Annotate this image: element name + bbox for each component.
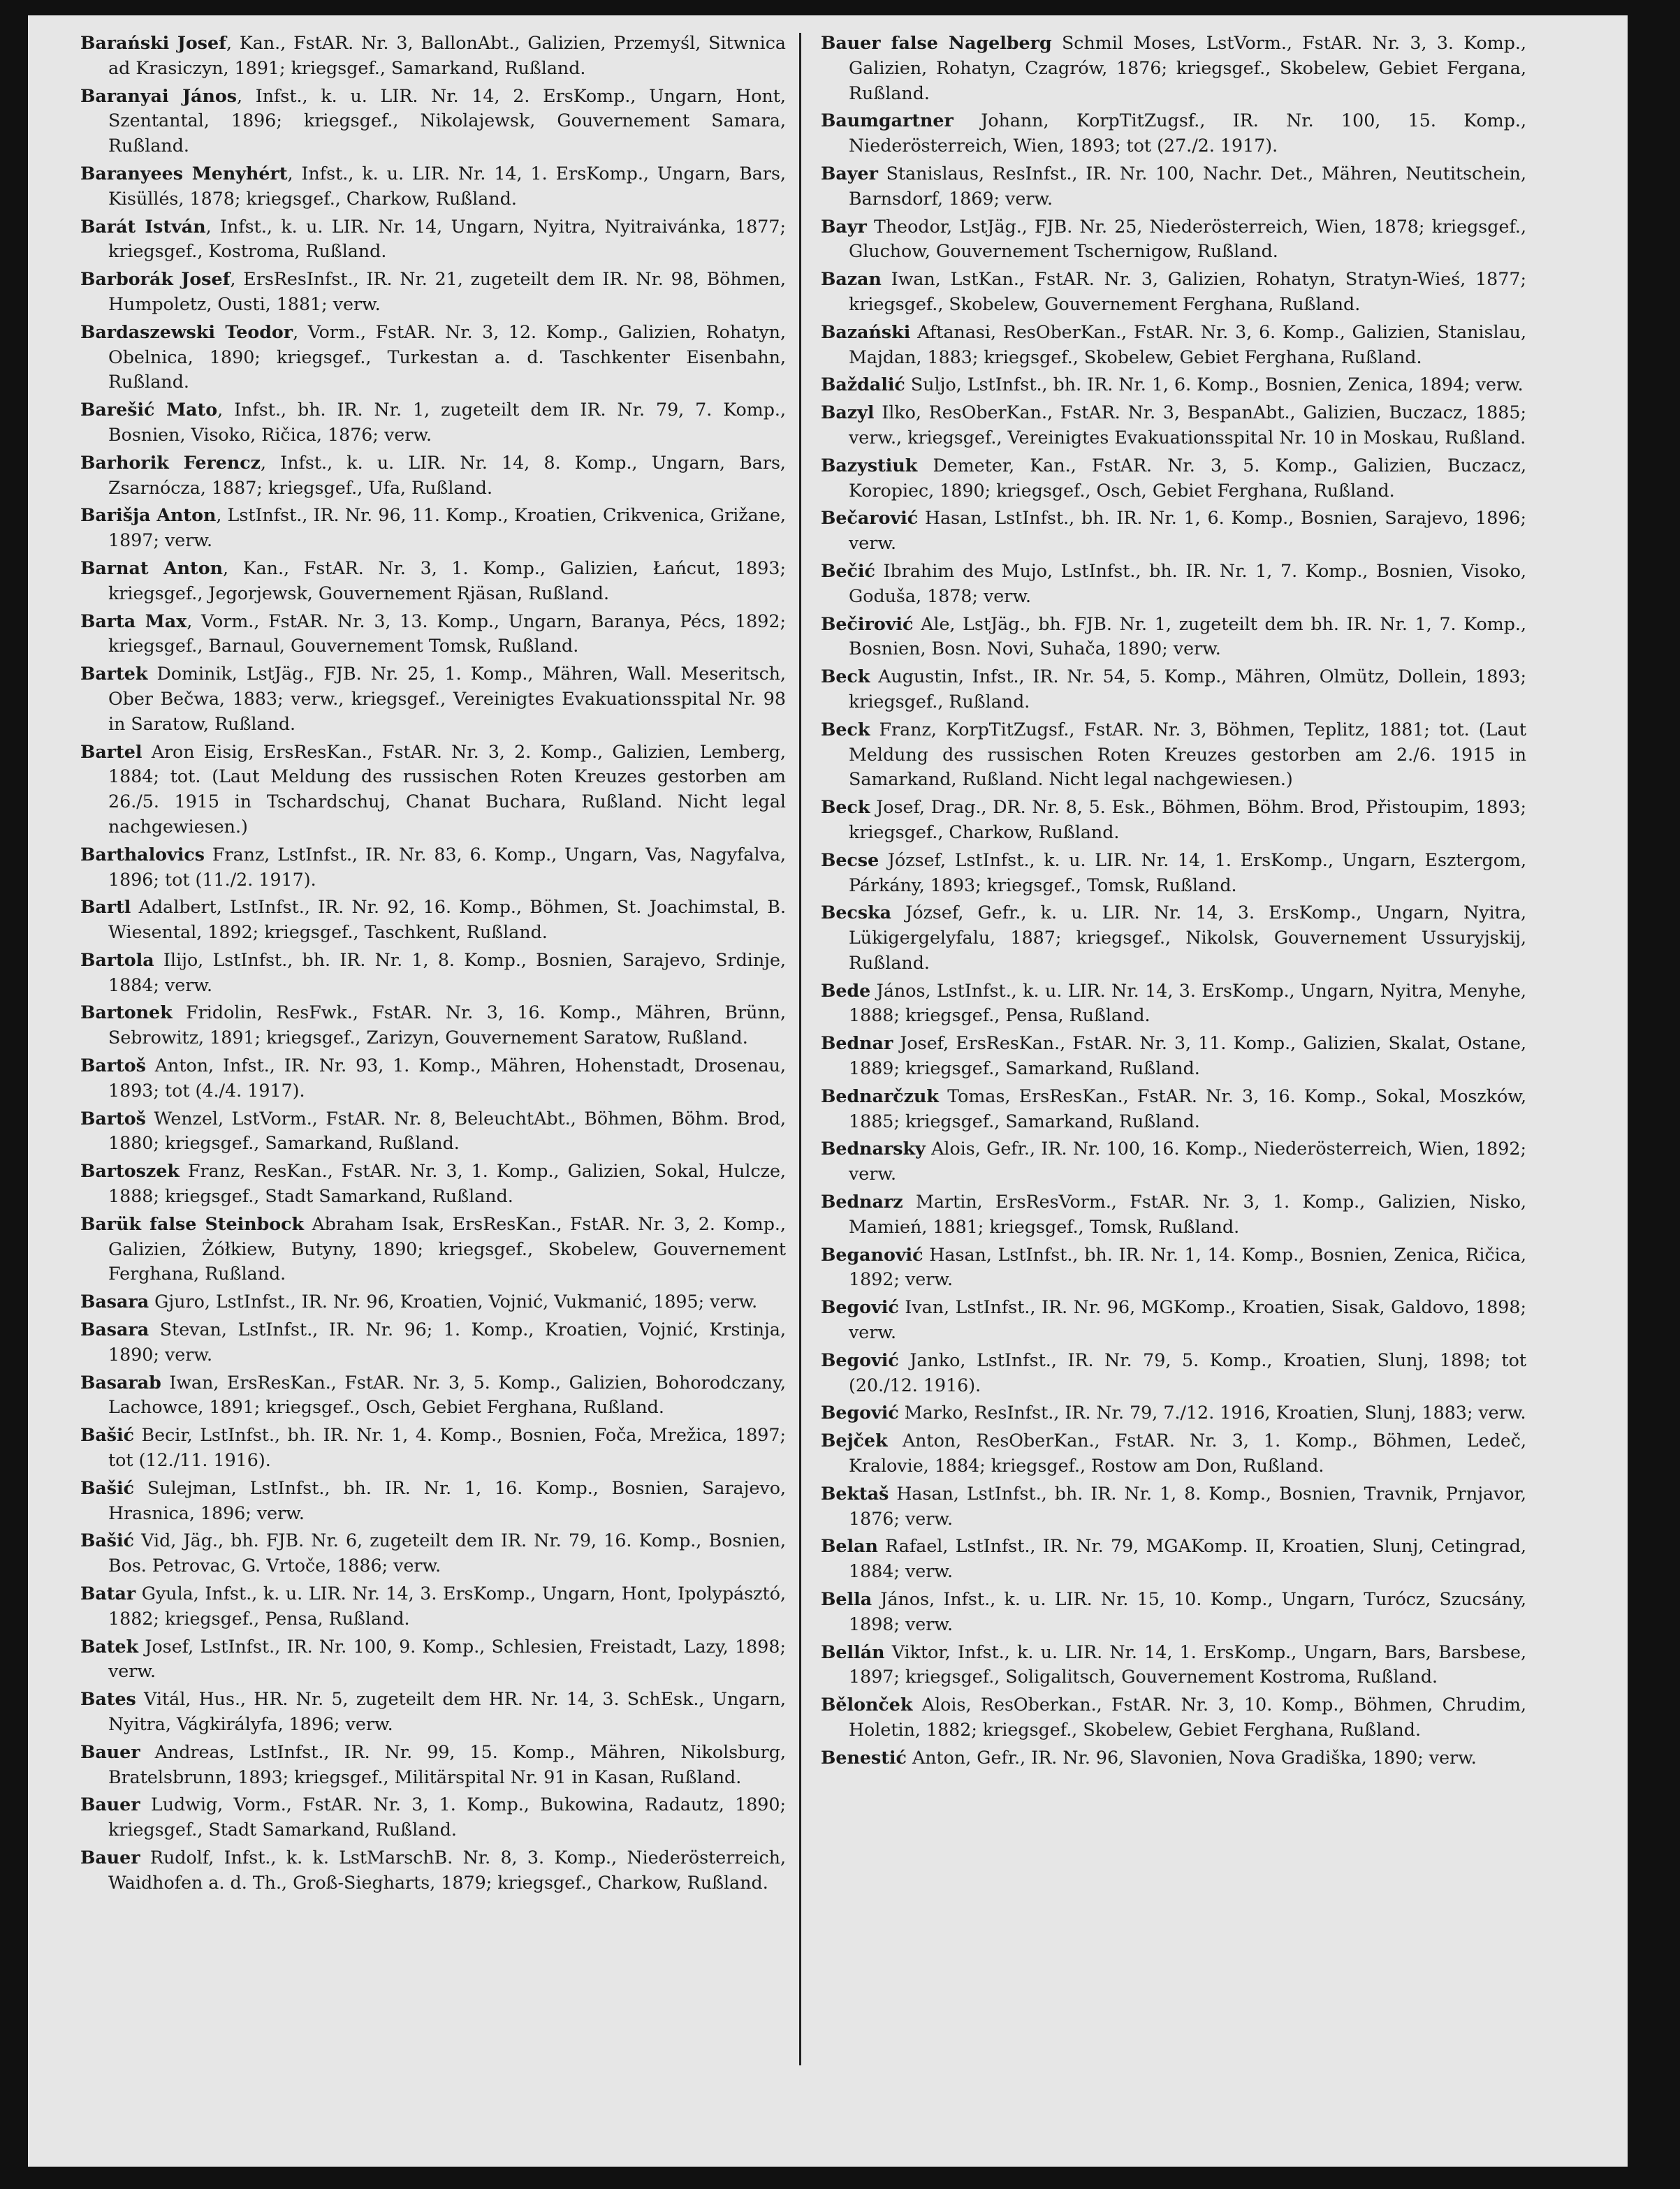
entry-surname: Bauer xyxy=(80,1846,140,1868)
entry-surname: Benestić xyxy=(821,1746,907,1768)
entry-details: Johann, KorpTitZugsf., IR. Nr. 100, 15. Komp., Niederösterreich, Wien, 1893; tot (27./2. 1917). xyxy=(849,110,1526,156)
entry-details: Anton, Gefr., IR. Nr. 96, Slavonien, Nova Gradiška, 1890; verw. xyxy=(906,1747,1477,1768)
document-page xyxy=(28,15,1628,2167)
entry-details: Rafael, LstInfst., IR. Nr. 79, MGAKomp. II, Kroatien, Slunj, Cetingrad, 1884; verw. xyxy=(849,1536,1526,1582)
entry-surname: Bektaš xyxy=(821,1482,889,1504)
entry-surname: Becska xyxy=(821,902,892,923)
entry-surname: Bartoszek xyxy=(80,1160,180,1182)
register-entry xyxy=(80,31,786,81)
register-entry xyxy=(821,400,1526,451)
entry-surname: Barišja Anton xyxy=(80,504,217,526)
entry-details: Ilijo, LstInfst., bh. IR. Nr. 1, 8. Komp., Bosnien, Sarajevo, Srdinje, 1884; verw. xyxy=(108,949,786,995)
entry-surname: Bartl xyxy=(80,896,131,918)
entry-surname: Bayr xyxy=(821,215,867,237)
register-entry xyxy=(80,161,786,212)
entry-surname: Bede xyxy=(821,979,871,1001)
entry-details: Wenzel, LstVorm., FstAR. Nr. 8, BeleuchtAbt., Böhmen, Böhm. Brod, 1880; kriegsgef., Samarkand, Rußland. xyxy=(108,1108,786,1154)
entry-details: Vitál, Hus., HR. Nr. 5, zugeteilt dem HR. Nr. 14, 3. SchEsk., Ungarn, Nyitra, Vágkirályfa, 1896; verw. xyxy=(108,1689,786,1734)
register-entry xyxy=(80,1106,786,1157)
entry-details: Franz, ResKan., FstAR. Nr. 3, 1. Komp., Galizien, Sokal, Hulcze, 1888; kriegsgef., Stadt Samarkand, Rußland. xyxy=(108,1161,786,1207)
register-entry xyxy=(80,1687,786,1737)
entry-surname: Bazan xyxy=(821,268,882,290)
entry-details: Anton, ResOberKan., FstAR. Nr. 3, 1. Komp., Böhmen, Ledeč, Kralovie, 1884; kriegsgef., Rostow am Don, Rußland. xyxy=(849,1430,1526,1477)
entry-surname: Bednar xyxy=(821,1032,893,1054)
entry-surname: Becse xyxy=(821,849,879,870)
entry-details: Hasan, LstInfst., bh. IR. Nr. 1, 6. Komp., Bosnien, Sarajevo, 1896; verw. xyxy=(849,508,1526,554)
entry-surname: Baranyai János xyxy=(80,85,237,106)
register-entry xyxy=(821,1084,1526,1134)
entry-details: Schmil Moses, LstVorm., FstAR. Nr. 3, 3. Komp., Galizien, Rohatyn, Czagrów, 1876; kriegsgef., Skobelew, Gebiet Fergana, Rußland. xyxy=(849,33,1526,103)
entry-details: Aftanasi, ResOberKan., FstAR. Nr. 3, 6. Komp., Galizien, Stanislau, Majdan, 1883; kriegsgef., Skobelew, Gebiet Ferghana, Rußland. xyxy=(849,321,1526,367)
register-entry xyxy=(821,320,1526,370)
entry-surname: Baumgartner xyxy=(821,110,954,131)
entry-surname: Bellán xyxy=(821,1641,885,1662)
register-entry xyxy=(821,1243,1526,1293)
entry-surname: Bartoš xyxy=(80,1055,146,1076)
entry-surname: Barük false Steinbock xyxy=(80,1213,305,1234)
column-divider xyxy=(799,33,801,2065)
entry-surname: Bělonček xyxy=(821,1694,913,1715)
entry-details: Theodor, LstJäg., FJB. Nr. 25, Niederösterreich, Wien, 1878; kriegsgef., Gluchow, Gouvernement Tschernigow, Rußland. xyxy=(849,216,1526,262)
register-entry xyxy=(821,900,1526,975)
entry-details: Becir, LstInfst., bh. IR. Nr. 1, 4. Komp., Bosnien, Foča, Mrežica, 1897; tot (12./11. 1916). xyxy=(108,1425,786,1471)
entry-surname: Beck xyxy=(821,666,870,687)
register-entry xyxy=(821,559,1526,609)
entry-surname: Bečirović xyxy=(821,613,914,634)
register-entry xyxy=(80,740,786,840)
register-entry xyxy=(821,1295,1526,1345)
entry-details: , Vorm., FstAR. Nr. 3, 13. Komp., Ungarn, Baranya, Pécs, 1892; kriegsgef., Barnaul, Gouvernement Tomsk, Rußland. xyxy=(108,610,786,657)
entry-surname: Basara xyxy=(80,1291,149,1312)
register-entry xyxy=(80,84,786,159)
register-entry xyxy=(821,612,1526,662)
register-entry xyxy=(821,1136,1526,1187)
register-entry xyxy=(80,320,786,395)
entry-surname: Bazański xyxy=(821,321,911,342)
entry-surname: Begović xyxy=(821,1402,899,1423)
entry-surname: Bašić xyxy=(80,1477,135,1498)
entry-surname: Barnat Anton xyxy=(80,557,223,578)
entry-details: , Infst., k. u. LIR. Nr. 14, 1. ErsKomp., Ungarn, Bars, Kisüllés, 1878; kriegsgef., Charkow, Rußland. xyxy=(108,163,786,209)
entry-surname: Bartonek xyxy=(80,1002,173,1023)
register-entry xyxy=(821,1745,1526,1771)
entry-surname: Barański Josef xyxy=(80,32,226,53)
entry-surname: Bartek xyxy=(80,663,148,684)
register-entry xyxy=(821,664,1526,715)
entry-details: Ivan, LstInfst., IR. Nr. 96, MGKomp., Kroatien, Sisak, Galdovo, 1898; verw. xyxy=(849,1297,1526,1343)
entry-details: Andreas, LstInfst., IR. Nr. 99, 15. Komp., Mähren, Nikolsburg, Bratelsbrunn, 1893; kriegsgef., Militärspital Nr. 91 in Kasan, Rußland. xyxy=(108,1741,786,1787)
entry-details: Iwan, LstKan., FstAR. Nr. 3, Galizien, Rohatyn, Stratyn-Wieś, 1877; kriegsgef., Skobelew, Gouvernement Ferghana, Rußland. xyxy=(849,269,1526,314)
register-entry xyxy=(80,1370,786,1421)
entry-surname: Begović xyxy=(821,1349,899,1370)
entry-details: , Kan., FstAR. Nr. 3, 1. Komp., Galizien, Łańcut, 1893; kriegsgef., Jegorjewsk, Gouvernement Rjäsan, Rußland. xyxy=(108,557,786,603)
entry-surname: Begović xyxy=(821,1296,899,1318)
entry-surname: Bazyl xyxy=(821,402,875,423)
register-entry xyxy=(821,1031,1526,1081)
entry-details: Josef, Drag., DR. Nr. 8, 5. Esk., Böhmen, Böhm. Brod, Přistoupim, 1893; kriegsgef., Charkow, Rußland. xyxy=(849,797,1526,842)
register-entry xyxy=(80,1581,786,1632)
register-entry xyxy=(821,1481,1526,1532)
entry-details: , Infst., k. u. LIR. Nr. 14, 2. ErsKomp., Ungarn, Hont, Szentantal, 1896; kriegsgef., Nikolajewsk, Gouvernement Samara, Rußland. xyxy=(108,85,786,156)
entry-surname: Barta Max xyxy=(80,610,187,631)
entry-details: Rudolf, Infst., k. k. LstMarschB. Nr. 8, 3. Komp., Niederösterreich, Waidhofen a. d. Th., Groß-Siegharts, 1879; kriegsgef., Charkow, Rußland. xyxy=(108,1847,786,1893)
entry-details: Ibrahim des Mujo, LstInfst., bh. IR. Nr. 1, 7. Komp., Bosnien, Visoko, Goduša, 1878; verw. xyxy=(849,560,1526,606)
entry-surname: Bečić xyxy=(821,559,875,581)
entry-details: János, LstInfst., k. u. LIR. Nr. 14, 3. ErsKomp., Ungarn, Nyitra, Menyhe, 1888; kriegsgef., Pensa, Rußland. xyxy=(849,980,1526,1026)
entry-details: Gjuro, LstInfst., IR. Nr. 96, Kroatien, Vojnić, Vukmanić, 1895; verw. xyxy=(149,1291,758,1312)
entry-details: Dominik, LstJäg., FJB. Nr. 25, 1. Komp., Mähren, Wall. Meseritsch, Ober Bečwa, 1883; verw., kriegsgef., Vereinigtes Evakuationsspital Nr. 98 in Saratow, Rußland. xyxy=(108,664,786,734)
entry-surname: Bartoš xyxy=(80,1107,146,1129)
entry-surname: Bečarović xyxy=(821,507,919,529)
entry-details: , Vorm., FstAR. Nr. 3, 12. Komp., Galizien, Rohatyn, Obelnica, 1890; kriegsgef., Turkestan a. d. Taschkenter Eisenbahn, Rußland. xyxy=(108,321,787,393)
entry-details: Stevan, LstInfst., IR. Nr. 96; 1. Komp., Kroatien, Vojnić, Krstinja, 1890; verw. xyxy=(108,1319,786,1365)
entry-surname: Basarab xyxy=(80,1371,161,1393)
entry-surname: Baranyees Menyhért xyxy=(80,162,288,184)
entry-surname: Bednarčzuk xyxy=(821,1085,939,1106)
register-entry xyxy=(821,979,1526,1029)
entry-details: Tomas, ErsResKan., FstAR. Nr. 3, 16. Komp., Sokal, Moszków, 1885; kriegsgef., Samarkand, Rußland. xyxy=(849,1085,1526,1132)
entry-surname: Bella xyxy=(821,1588,872,1610)
entry-details: Augustin, Infst., IR. Nr. 54, 5. Komp., Mähren, Olmütz, Dollein, 1893; kriegsgef., Rußland. xyxy=(849,666,1526,712)
entry-surname: Batek xyxy=(80,1635,139,1657)
register-entry xyxy=(80,661,786,736)
entry-details: Hasan, LstInfst., bh. IR. Nr. 1, 8. Komp., Bosnien, Travnik, Prnjavor, 1876; verw. xyxy=(849,1483,1526,1529)
entry-details: Iwan, ErsResKan., FstAR. Nr. 3, 5. Komp., Galizien, Bohorodczany, Lachowce, 1891; kriegsgef., Osch, Gebiet Ferghana, Rußland. xyxy=(108,1372,786,1418)
register-entry xyxy=(80,842,786,893)
register-entry xyxy=(821,1348,1526,1398)
register-entry xyxy=(821,267,1526,317)
entry-details: Alois, ResOberkan., FstAR. Nr. 3, 10. Komp., Böhmen, Chrudim, Holetin, 1882; kriegsgef., Skobelew, Gebiet Ferghana, Rußland. xyxy=(849,1694,1526,1740)
entry-details: Suljo, LstInfst., bh. IR. Nr. 1, 6. Komp., Bosnien, Zenica, 1894; verw. xyxy=(905,374,1524,395)
register-entry xyxy=(821,1400,1526,1426)
entry-surname: Barborák Josef xyxy=(80,268,231,290)
entry-details: Hasan, LstInfst., bh. IR. Nr. 1, 14. Komp., Bosnien, Zenica, Ričica, 1892; verw. xyxy=(849,1244,1526,1290)
entry-surname: Barešić Mato xyxy=(80,399,218,420)
entry-details: Abraham Isak, ErsResKan., FstAR. Nr. 3, 2. Komp., Galizien, Żółkiew, Butyny, 1890; kriegsgef., Skobelew, Gouvernement Ferghana, Rußland. xyxy=(108,1213,786,1284)
register-entry xyxy=(821,453,1526,504)
register-entry xyxy=(821,108,1526,159)
entry-surname: Bauer xyxy=(80,1741,140,1762)
register-entry xyxy=(80,1317,786,1368)
entry-surname: Bartola xyxy=(80,949,154,970)
register-entry xyxy=(80,451,786,501)
entry-details: Ilko, ResOberKan., FstAR. Nr. 3, BespanAbt., Galizien, Buczacz, 1885; verw., kriegsgef., Vereinigtes Evakuationsspital Nr. 10 in Moskau, Rußland. xyxy=(849,402,1526,448)
entry-details: Fridolin, ResFwk., FstAR. Nr. 3, 16. Komp., Mähren, Brünn, Sebrowitz, 1891; kriegsgef., Zarizyn, Gouvernement Saratow, Rußland. xyxy=(108,1002,786,1048)
entry-surname: Bednarz xyxy=(821,1191,903,1213)
entry-surname: Belan xyxy=(821,1535,878,1557)
entry-surname: Basara xyxy=(80,1319,149,1340)
entry-surname: Barát István xyxy=(80,215,206,237)
entry-details: Janko, LstInfst., IR. Nr. 79, 5. Komp., Kroatien, Slunj, 1898; tot (20./12. 1916). xyxy=(849,1349,1526,1396)
entry-surname: Baždalić xyxy=(821,374,905,395)
register-entry xyxy=(821,795,1526,845)
entry-surname: Bašić xyxy=(80,1530,135,1551)
register-entry xyxy=(821,717,1526,792)
entry-details: Sulejman, LstInfst., bh. IR. Nr. 1, 16. Komp., Bosnien, Sarajevo, Hrasnica, 1896; verw. xyxy=(108,1477,786,1523)
register-entry xyxy=(80,948,786,998)
register-entry xyxy=(80,1792,786,1843)
register-entry xyxy=(80,1634,786,1685)
register-entry xyxy=(821,1189,1526,1240)
entry-details: , Infst., k. u. LIR. Nr. 14, Ungarn, Nyitra, Nyitraivánka, 1877; kriegsgef., Kostroma, Rußland. xyxy=(108,216,786,262)
register-entry xyxy=(80,214,786,265)
register-entry xyxy=(821,31,1526,105)
register-entry xyxy=(80,1845,786,1896)
entry-surname: Bartel xyxy=(80,740,143,762)
entry-details: Stanislaus, ResInfst., IR. Nr. 100, Nachr. Det., Mähren, Neutitschein, Barnsdorf, 1869; verw. xyxy=(849,163,1526,209)
register-entry xyxy=(80,503,786,553)
entry-surname: Bardaszewski Teodor xyxy=(80,321,293,342)
entry-details: Adalbert, LstInfst., IR. Nr. 92, 16. Komp., Böhmen, St. Joachimstal, B. Wiesental, 1892; kriegsgef., Taschkent, Rußland. xyxy=(108,897,786,943)
register-entry xyxy=(821,214,1526,265)
register-entry xyxy=(80,609,786,659)
register-entry xyxy=(80,1000,786,1050)
entry-details: Gyula, Infst., k. u. LIR. Nr. 14, 3. ErsKomp., Ungarn, Hont, Ipolypásztó, 1882; kriegsgef., Pensa, Rußland. xyxy=(108,1583,786,1629)
register-entry xyxy=(821,506,1526,556)
entry-surname: Bejček xyxy=(821,1430,888,1451)
register-entry xyxy=(821,1428,1526,1479)
entry-details: Anton, Infst., IR. Nr. 93, 1. Komp., Mähren, Hohenstadt, Drosenau, 1893; tot (4./4. 1917). xyxy=(108,1055,786,1101)
register-entry xyxy=(80,556,786,606)
register-entry xyxy=(80,1528,786,1579)
entry-details: József, LstInfst., k. u. LIR. Nr. 14, 1. ErsKomp., Ungarn, Esztergom, Párkány, 1893; kriegsgef., Tomsk, Rußland. xyxy=(849,849,1526,895)
entry-surname: Beganović xyxy=(821,1243,923,1265)
entry-details: , ErsResInfst., IR. Nr. 21, zugeteilt dem IR. Nr. 98, Böhmen, Humpoletz, Ousti, 1881; verw. xyxy=(108,269,786,314)
register-entry xyxy=(80,1740,786,1790)
entry-details: Viktor, Infst., k. u. LIR. Nr. 14, 1. ErsKomp., Ungarn, Bars, Barsbese, 1897; kriegsgef., Soligalitsch, Gouvernement Kostroma, Rußland. xyxy=(849,1641,1526,1687)
register-entry xyxy=(80,267,786,317)
entry-details: , Kan., FstAR. Nr. 3, BallonAbt., Galizien, Przemyśl, Sitwnica ad Krasiczyn, 1891; kriegsgef., Samarkand, Rußland. xyxy=(108,33,786,78)
entry-surname: Bayer xyxy=(821,162,878,184)
entry-details: Franz, KorpTitZugsf., FstAR. Nr. 3, Böhmen, Teplitz, 1881; tot. (Laut Meldung des russischen Roten Kreuzes gestorben am 2./6. 1915 in Samarkand, Rußland. Nicht legal nachgewiesen.) xyxy=(849,719,1526,790)
left-column xyxy=(80,31,786,1898)
entry-surname: Bašić xyxy=(80,1424,135,1446)
entry-surname: Barthalovics xyxy=(80,843,205,865)
register-entry xyxy=(80,397,786,448)
entry-details: , Infst., bh. IR. Nr. 1, zugeteilt dem IR. Nr. 79, 7. Komp., Bosnien, Visoko, Ričica, 1876; verw. xyxy=(108,400,786,445)
entry-surname: Beck xyxy=(821,718,870,740)
register-entry xyxy=(80,1476,786,1526)
entry-surname: Bauer false Nagelberg xyxy=(821,32,1052,53)
entry-details: János, Infst., k. u. LIR. Nr. 15, 10. Komp., Ungarn, Turócz, Szucsány, 1898; verw. xyxy=(849,1589,1526,1634)
register-entry xyxy=(821,848,1526,898)
entry-details: Vid, Jäg., bh. FJB. Nr. 6, zugeteilt dem IR. Nr. 79, 16. Komp., Bosnien, Bos. Petrovac, G. Vrtoče, 1886; verw. xyxy=(108,1530,786,1576)
register-entry xyxy=(80,1053,786,1104)
entry-details: Franz, LstInfst., IR. Nr. 83, 6. Komp., Ungarn, Vas, Nagyfalva, 1896; tot (11./2. 1917). xyxy=(108,844,786,890)
entry-details: Marko, ResInfst., IR. Nr. 79, 7./12. 1916, Kroatien, Slunj, 1883; verw. xyxy=(898,1403,1526,1423)
entry-details: Demeter, Kan., FstAR. Nr. 3, 5. Komp., Galizien, Buczacz, Koropiec, 1890; kriegsgef., Osch, Gebiet Ferghana, Rußland. xyxy=(849,455,1526,501)
register-entry xyxy=(821,1534,1526,1584)
register-entry xyxy=(80,1289,786,1315)
register-entry xyxy=(821,1692,1526,1743)
register-entry xyxy=(80,1423,786,1473)
entry-surname: Bazystiuk xyxy=(821,454,918,476)
entry-surname: Bednarsky xyxy=(821,1138,926,1159)
entry-surname: Bauer xyxy=(80,1794,140,1815)
register-entry xyxy=(80,1212,786,1287)
register-entry xyxy=(821,161,1526,212)
entry-surname: Batar xyxy=(80,1583,136,1604)
entry-details: Martin, ErsResVorm., FstAR. Nr. 3, 1. Komp., Galizien, Nisko, Mamień, 1881; kriegsgef., Tomsk, Rußland. xyxy=(849,1192,1526,1237)
entry-details: Ale, LstJäg., bh. FJB. Nr. 1, zugeteilt dem bh. IR. Nr. 1, 7. Komp., Bosnien, Bosn. Novi, Suhača, 1890; verw. xyxy=(849,613,1526,659)
entry-surname: Bates xyxy=(80,1688,136,1710)
register-entry xyxy=(80,895,786,945)
entry-details: , LstInfst., IR. Nr. 96, 11. Komp., Kroatien, Crikvenica, Grižane, 1897; verw. xyxy=(108,505,786,551)
register-entry xyxy=(821,1640,1526,1690)
entry-details: Josef, ErsResKan., FstAR. Nr. 3, 11. Komp., Galizien, Skalat, Ostane, 1889; kriegsgef., Samarkand, Rußland. xyxy=(849,1033,1526,1079)
entry-details: Ludwig, Vorm., FstAR. Nr. 3, 1. Komp., Bukowina, Radautz, 1890; kriegsgef., Stadt Samarkand, Rußland. xyxy=(108,1794,786,1840)
entry-surname: Barhorik Ferencz xyxy=(80,451,261,473)
entry-details: Aron Eisig, ErsResKan., FstAR. Nr. 3, 2. Komp., Galizien, Lemberg, 1884; tot. (Laut Meldung des russischen Roten Kreuzes gestorben am 26./5. 1915 in Tschardschuj, Chanat Buchara, Rußland. Nicht legal nachgewiesen.) xyxy=(108,741,786,837)
register-entry xyxy=(821,372,1526,397)
entry-surname: Beck xyxy=(821,796,870,818)
register-entry xyxy=(80,1159,786,1209)
entry-details: Josef, LstInfst., IR. Nr. 100, 9. Komp., Schlesien, Freistadt, Lazy, 1898; verw. xyxy=(108,1636,786,1682)
right-column xyxy=(821,31,1526,1773)
register-entry xyxy=(821,1587,1526,1637)
entry-details: , Infst., k. u. LIR. Nr. 14, 8. Komp., Ungarn, Bars, Zsarnócza, 1887; kriegsgef., Ufa, Rußland. xyxy=(108,452,786,498)
entry-details: Alois, Gefr., IR. Nr. 100, 16. Komp., Niederösterreich, Wien, 1892; verw. xyxy=(849,1139,1526,1185)
entry-details: József, Gefr., k. u. LIR. Nr. 14, 3. ErsKomp., Ungarn, Nyitra, Lükigergelyfalu, 1887; kriegsgef., Nikolsk, Gouvernement Ussuryjskij, Rußland. xyxy=(849,902,1526,973)
